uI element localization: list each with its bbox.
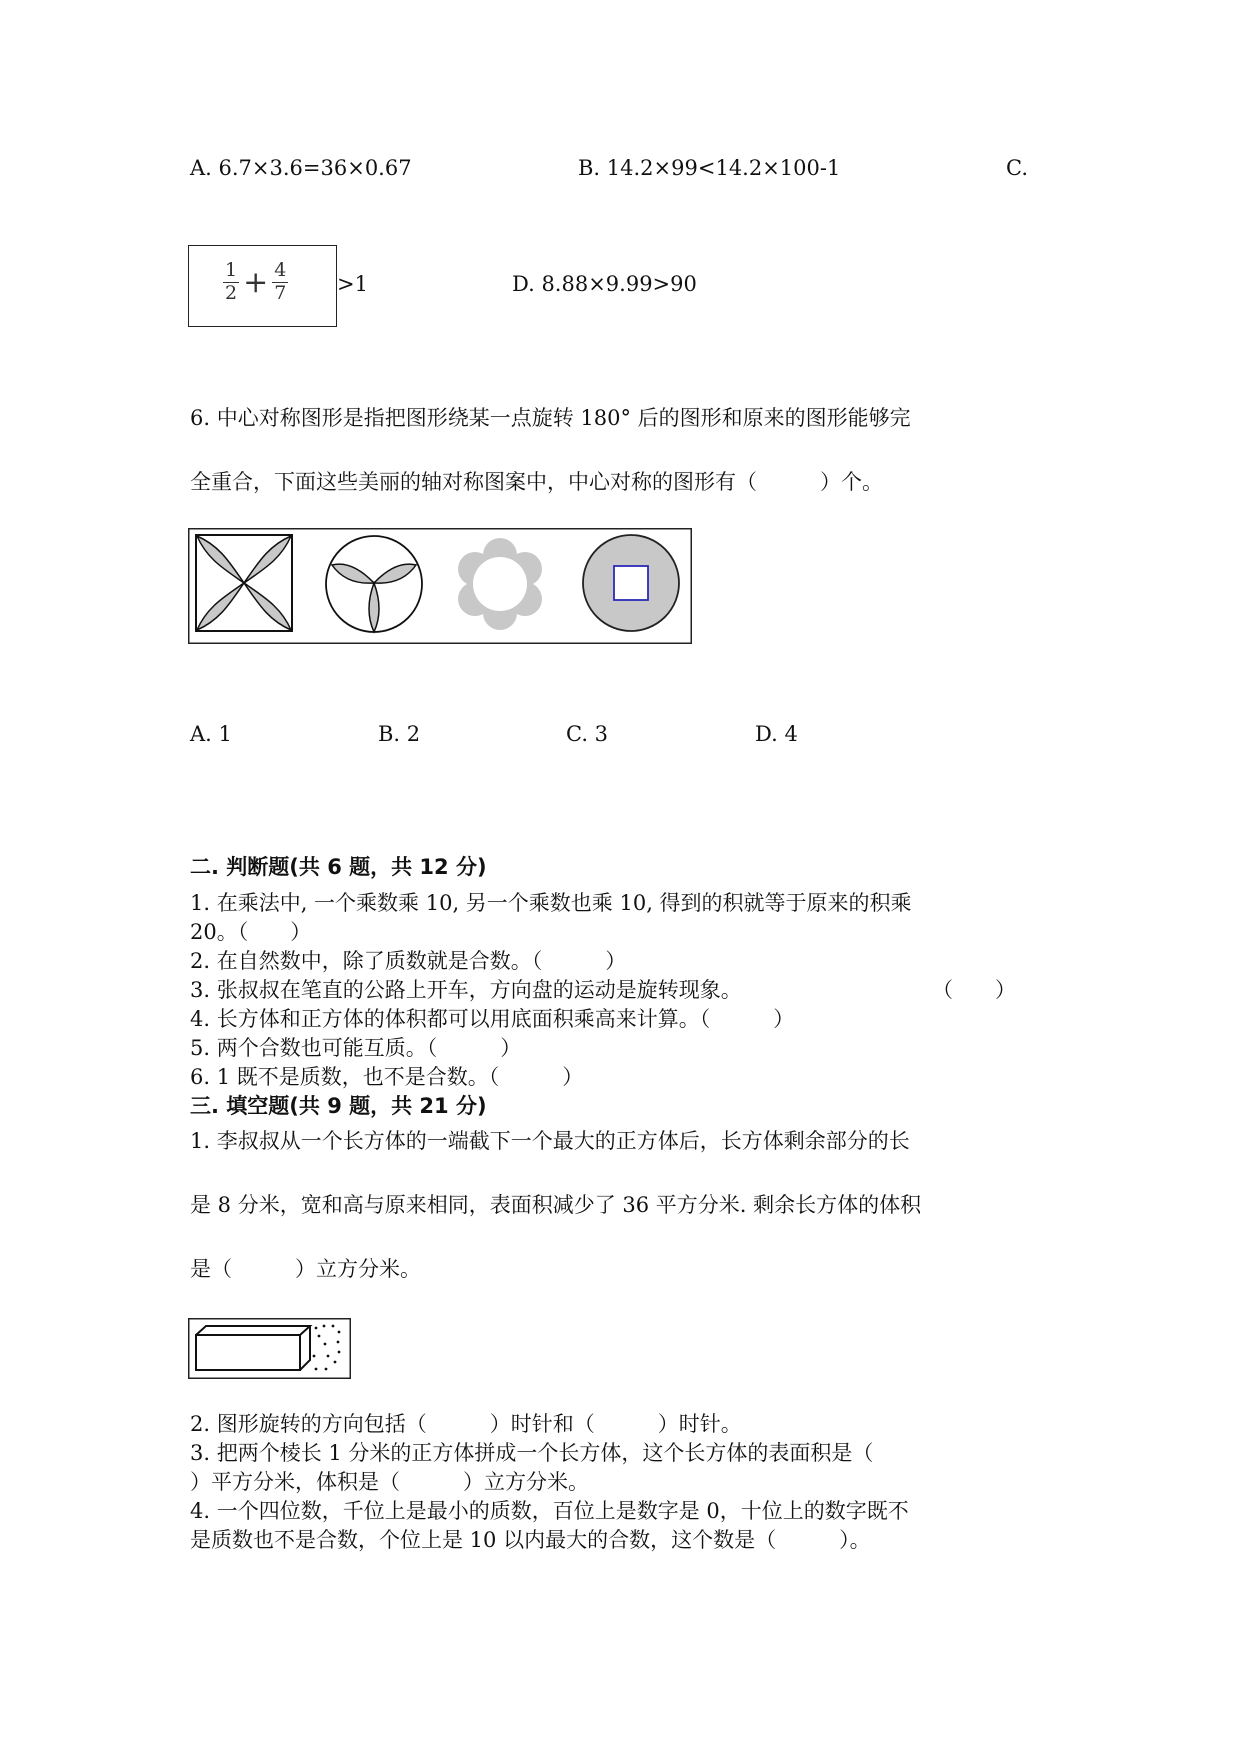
- judge-item-3-blank: （ ）: [932, 978, 1016, 1002]
- pattern-four-petal-square: [196, 535, 292, 631]
- plus-sign: +: [243, 264, 269, 300]
- fraction-expression-box: [188, 245, 337, 327]
- pattern-coin-square-hole: [583, 535, 679, 631]
- fraction-expression: [223, 260, 288, 305]
- q6-line-2: 全重合，下面这些美丽的轴对称图案中，中心对称的图形有（ ）个。: [190, 470, 883, 494]
- fill-q3-line-2: ）平方分米，体积是（ ）立方分米。: [190, 1470, 589, 1494]
- fill-q2: 2. 图形旋转的方向包括（ ）时针和（ ）时针。: [190, 1412, 742, 1436]
- option-b: B. 14.2×99<14.2×100-1: [578, 156, 841, 180]
- fill-q1-line-3: 是（ ）立方分米。: [190, 1257, 421, 1281]
- option-a: A. 6.7×3.6=36×0.67: [190, 156, 412, 180]
- judge-item-2: 2. 在自然数中，除了质数就是合数。（ ）: [190, 949, 627, 973]
- option-d: D. 8.88×9.99>90: [512, 272, 697, 296]
- q6-line-1: 6. 中心对称图形是指把图形绕某一点旋转 180° 后的图形和原来的图形能够完: [190, 406, 911, 430]
- q6-option-c: C. 3: [566, 722, 609, 746]
- fraction-four-sevenths: $\frac{4}{7}$: [274, 259, 287, 304]
- judge-item-1-line-1: 1. 在乘法中, 一个乘数乘 10, 另一个乘数也乘 10, 得到的积就等于原来的积乘: [190, 891, 912, 915]
- option-c-label: C.: [1006, 156, 1028, 180]
- judge-item-5: 5. 两个合数也可能互质。（ ）: [190, 1036, 522, 1060]
- fill-q4-line-2: 是质数也不是合数，个位上是 10 以内最大的合数，这个数是（ ）。: [190, 1528, 871, 1552]
- cuboid-figure: [188, 1318, 351, 1379]
- judge-item-6: 6. 1 既不是质数，也不是合数。（ ）: [190, 1065, 584, 1089]
- judge-item-3: 3. 张叔叔在笔直的公路上开车，方向盘的运动是旋转现象。: [190, 978, 742, 1002]
- symmetric-patterns-figure: [188, 528, 692, 644]
- section3-heading: 三. 填空题(共 9 题，共 21 分): [190, 1094, 487, 1118]
- section2-heading: 二. 判断题(共 6 题，共 12 分): [190, 855, 487, 879]
- fill-q1-line-1: 1. 李叔叔从一个长方体的一端截下一个最大的正方体后，长方体剩余部分的长: [190, 1129, 910, 1153]
- q6-option-a: A. 1: [190, 722, 232, 746]
- fill-q1-line-2: 是 8 分米，宽和高与原来相同，表面积减少了 36 平方分米. 剩余长方体的体积: [190, 1193, 922, 1217]
- pattern-three-petal-circle: [326, 536, 422, 632]
- q6-option-d: D. 4: [755, 722, 798, 746]
- fill-q4-line-1: 4. 一个四位数，千位上是最小的质数，百位上是数字是 0，十位上的数字既不: [190, 1499, 909, 1523]
- q6-option-b: B. 2: [378, 722, 421, 746]
- fraction-one-half: $\frac{1}{2}$: [225, 259, 238, 304]
- fill-q3-line-1: 3. 把两个棱长 1 分米的正方体拼成一个长方体，这个长方体的表面积是（: [190, 1441, 874, 1465]
- option-c-tail: >1: [337, 272, 368, 296]
- judge-item-4: 4. 长方体和正方体的体积都可以用底面积乘高来计算。（ ）: [190, 1007, 795, 1031]
- judge-item-1-line-2: 20。（ ）: [190, 920, 312, 944]
